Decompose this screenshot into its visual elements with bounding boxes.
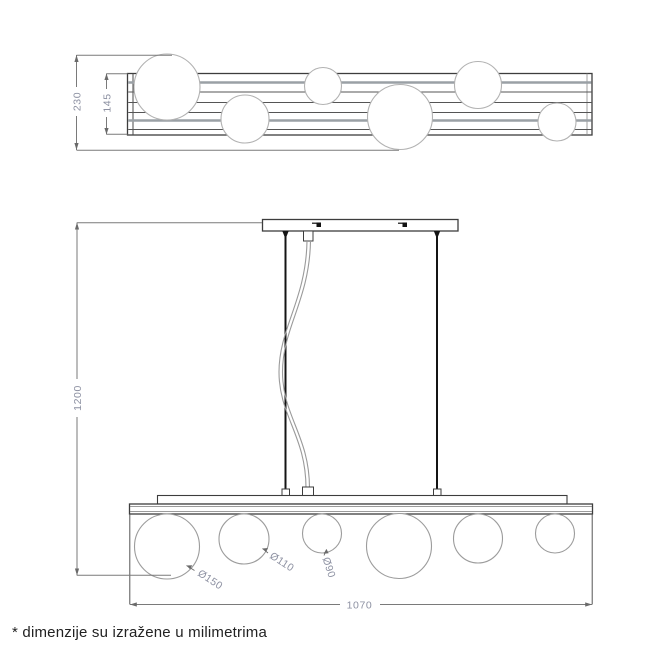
dimension-label-230: 230 — [71, 91, 84, 112]
cord-gland — [304, 231, 314, 241]
dimension-145 — [99, 74, 128, 135]
glass-sphere-front-5-medium — [454, 514, 503, 563]
arrowhead — [75, 569, 79, 576]
cable-top-grip-left — [282, 231, 288, 239]
ceiling-canopy — [263, 220, 459, 232]
glass-sphere-top-4 — [368, 85, 433, 150]
dimension-1070 — [130, 598, 592, 612]
cable-top-grip-right — [434, 231, 440, 239]
arrowhead — [74, 143, 78, 150]
arrowhead — [104, 74, 108, 81]
glass-sphere-front-3-small — [303, 514, 342, 553]
glass-sphere-front-1-large — [135, 514, 200, 579]
power-cord — [283, 241, 311, 488]
glass-sphere-front-2-medium — [219, 514, 269, 564]
units-footnote: * dimenzije su izražene u milimetrima — [12, 624, 267, 641]
glass-sphere-top-5 — [455, 62, 502, 109]
arrowhead — [130, 602, 137, 606]
arrowhead — [104, 128, 108, 135]
mounting-rail — [158, 496, 568, 505]
glass-sphere-front-6-small — [536, 514, 575, 553]
screw-icon — [403, 223, 408, 228]
sphere-label-110: Ø110 — [267, 549, 297, 575]
sphere-label-150: Ø150 — [195, 567, 225, 593]
fixture-bar-front — [130, 504, 593, 514]
glass-sphere-top-6 — [538, 103, 576, 141]
glass-sphere-top-3 — [305, 68, 342, 105]
dimension-label-1200: 1200 — [72, 385, 84, 411]
sphere-label-90: Ø90 — [319, 555, 338, 580]
arrowhead — [585, 602, 592, 606]
dimension-label-1070: 1070 — [346, 599, 373, 612]
front-view — [130, 220, 593, 605]
arrowhead — [74, 55, 78, 62]
screw-icon — [317, 223, 322, 228]
glass-sphere-top-2 — [221, 95, 269, 143]
glass-sphere-front-4-large — [367, 514, 432, 579]
dimension-label-145: 145 — [101, 93, 114, 113]
top-view — [128, 54, 593, 150]
arrowhead — [75, 223, 79, 230]
glass-sphere-top-1 — [134, 54, 200, 120]
